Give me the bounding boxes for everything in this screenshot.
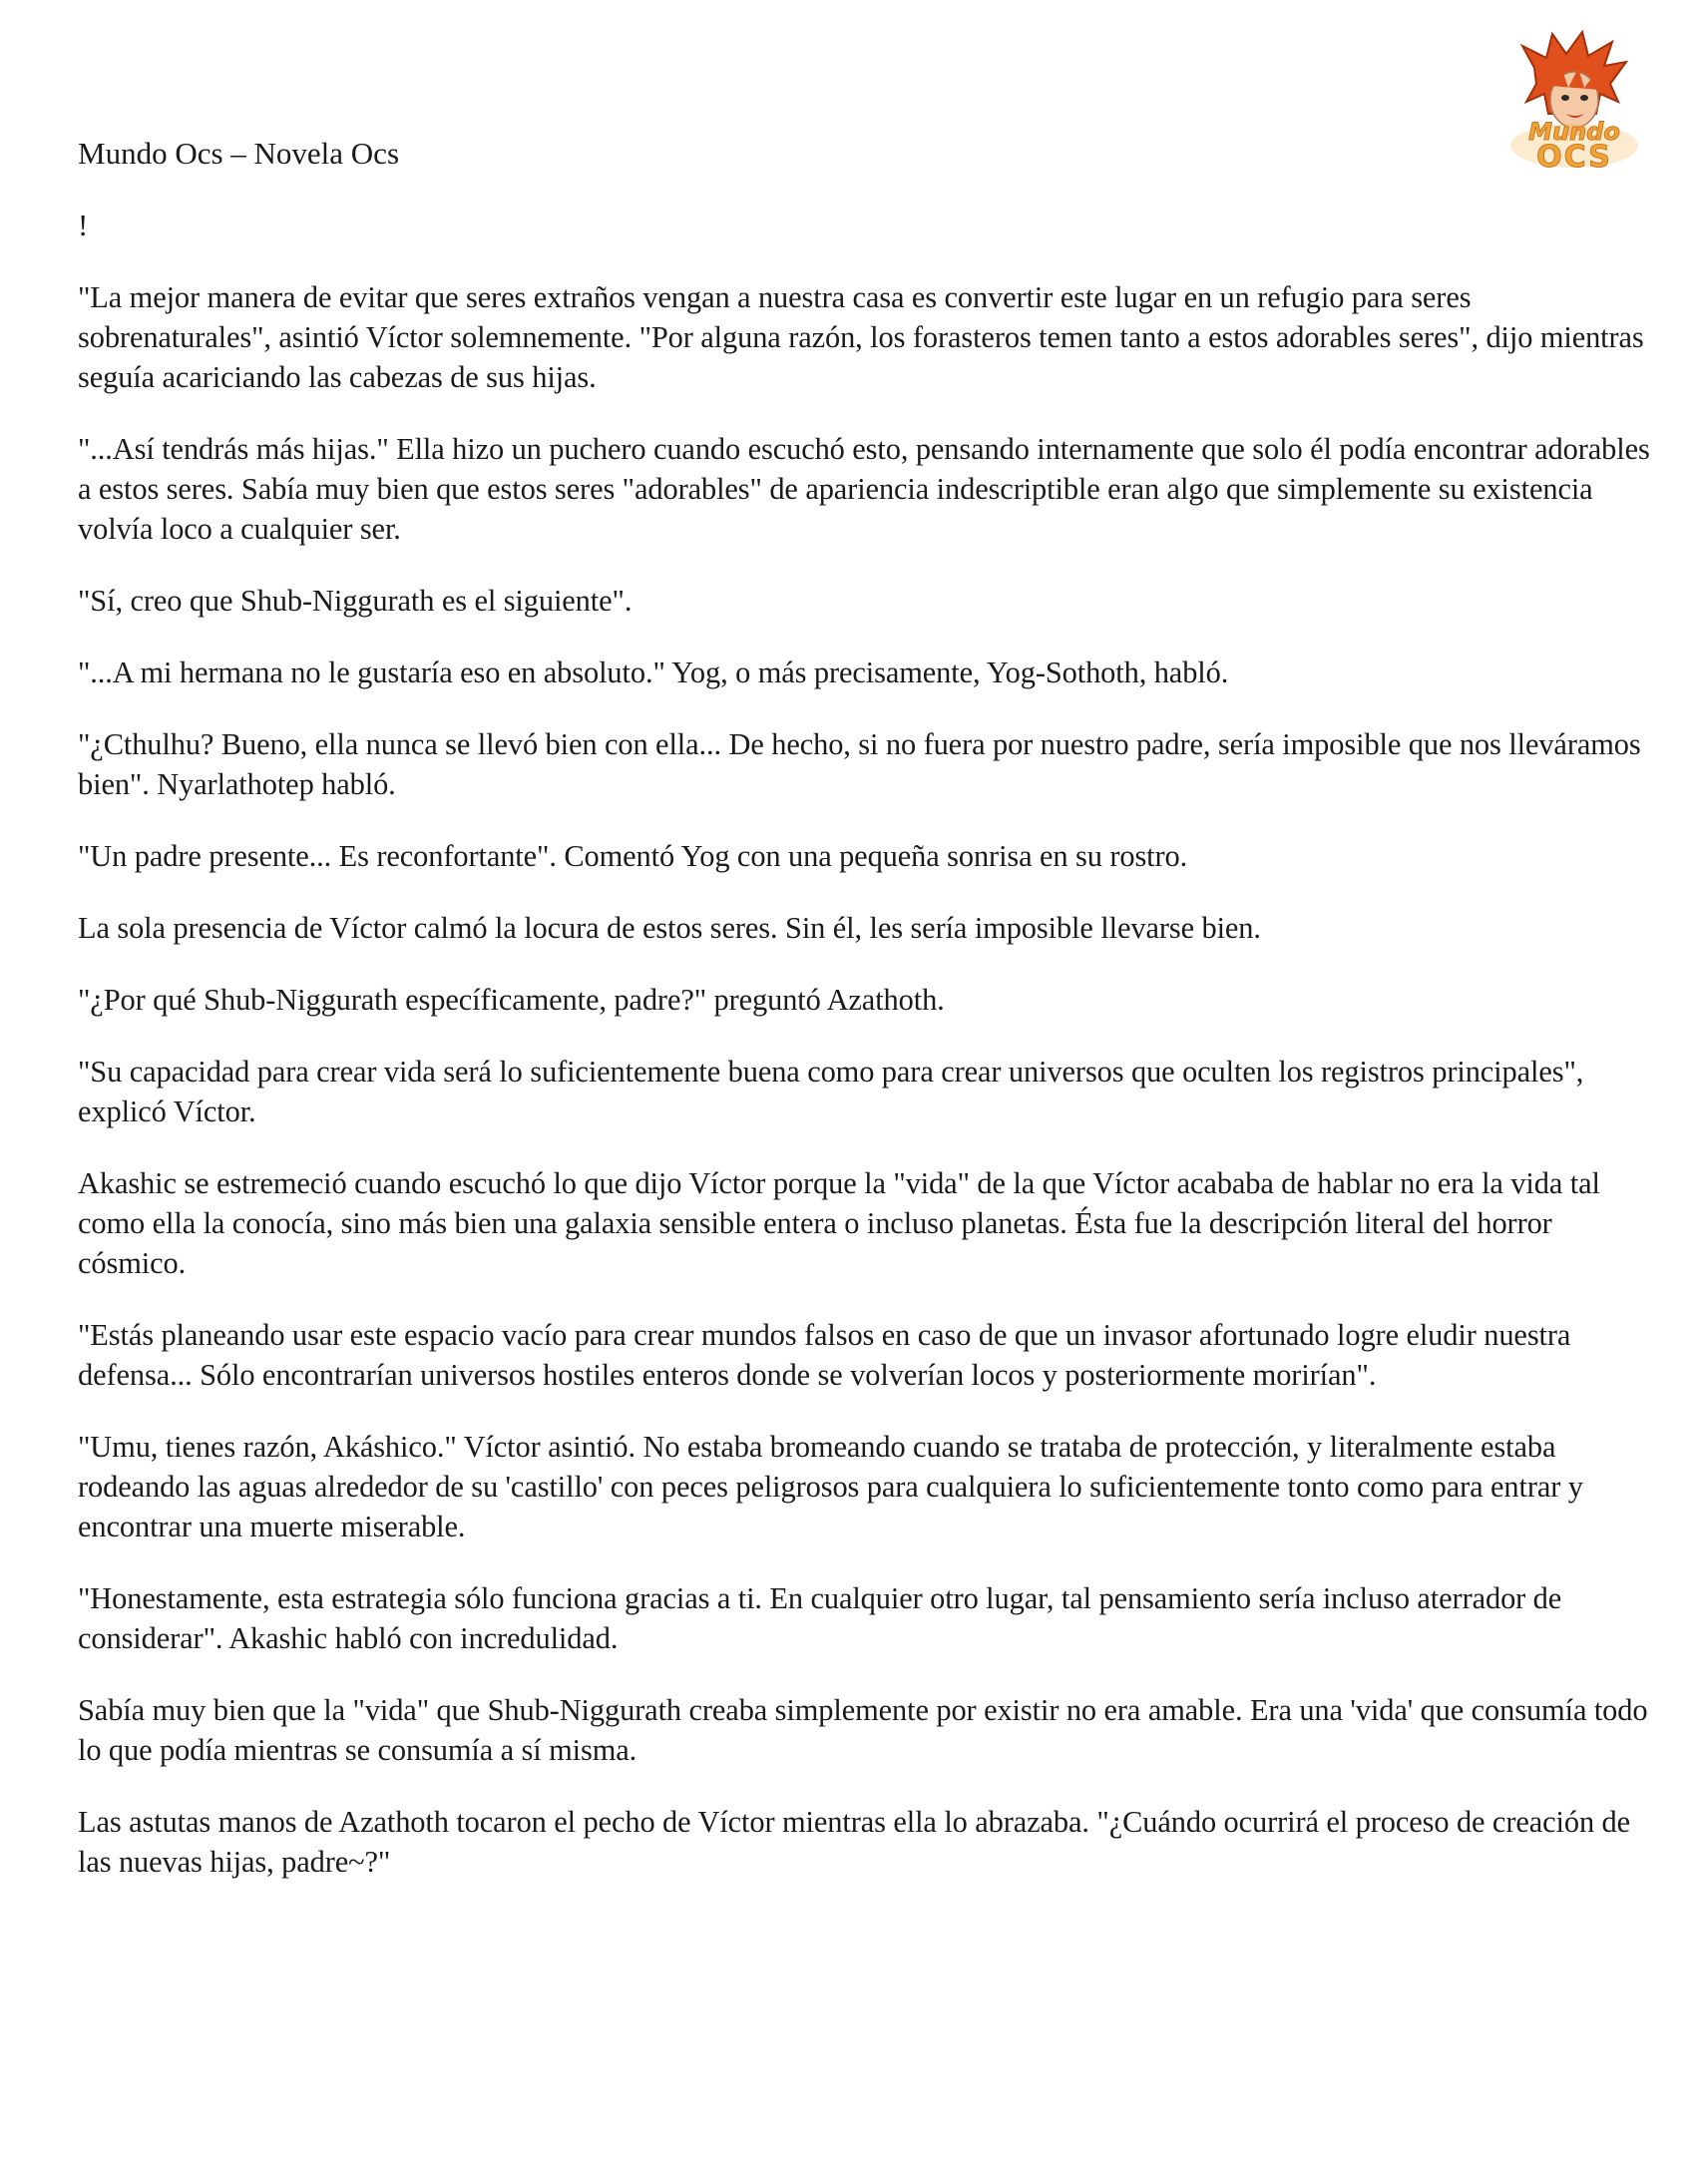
mundo-ocs-logo xyxy=(1504,28,1644,178)
paragraph: "Su capacidad para crear vida será lo suficientemente buena como para crear universos que oculten los registros principales", explicó Víctor. xyxy=(78,1055,1584,1128)
paragraph: "¿Cthulhu? Bueno, ella nunca se llevó bien con ella... De hecho, si no fuera por nuestro padre, sería imposible que nos lleváramos bien". Nyarlathotep habló. xyxy=(78,727,1641,801)
document-header: Mundo Ocs – Novela Ocs xyxy=(78,136,400,171)
logo-text xyxy=(1510,118,1638,175)
paragraph: Akashic se estremeció cuando escuchó lo que dijo Víctor porque la "vida" de la que Víctor acababa de hablar no era la vida tal como ella la conocía, sino más bien una galaxia sensible entera o incluso planetas. Ésta fue la descripción literal del horror cósmico. xyxy=(78,1166,1600,1280)
paragraph: Las astutas manos de Azathoth tocaron el pecho de Víctor mientras ella lo abrazaba. "¿Cuándo ocurrirá el proceso de creación de las nuevas hijas, padre~?" xyxy=(78,1805,1631,1879)
paragraph: "...A mi hermana no le gustaría eso en absoluto." Yog, o más precisamente, Yog-Sothoth, habló. xyxy=(78,655,1229,689)
paragraph: "Un padre presente... Es reconfortante". Comentó Yog con una pequeña sonrisa en su rostro. xyxy=(78,839,1188,873)
paragraph: "...Así tendrás más hijas." Ella hizo un puchero cuando escuchó esto, pensando internamente que solo él podía encontrar adorables a estos seres. Sabía muy bien que estos seres "adorables" de apariencia indescriptible eran algo que simplemente su existencia volvía loco a cualquier ser. xyxy=(78,432,1650,546)
logo-text-bottom: OCS xyxy=(1536,140,1612,175)
logo-text-top: Mundo xyxy=(1528,118,1620,146)
paragraph: "Umu, tienes razón, Akáshico." Víctor asintió. No estaba bromeando cuando se trataba de protección, y literalmente estaba rodeando las aguas alrededor de su 'castillo' con peces peligrosos para cualquiera lo suficientemente tonto como para entrar y encontrar una muerte miserable. xyxy=(78,1430,1583,1543)
paragraph: Sabía muy bien que la "vida" que Shub-Niggurath creaba simplemente por existir no era amable. Era una 'vida' que consumía todo lo que podía mientras se consumía a sí misma. xyxy=(78,1693,1648,1767)
paragraph: "Estás planeando usar este espacio vacío para crear mundos falsos en caso de que un invasor afortunado logre eludir nuestra defensa... Sólo encontrarían universos hostiles enteros donde se volverían locos y posteriormente morirían". xyxy=(78,1318,1571,1392)
separator-mark: ! xyxy=(78,208,89,242)
document-body xyxy=(78,277,1654,1914)
paragraph: "La mejor manera de evitar que seres extraños vengan a nuestra casa es convertir este lugar en un refugio para seres sobrenaturales", asintió Víctor solemnemente. "Por alguna razón, los forasteros temen tanto a estos adorables seres", dijo mientras seguía acariciando las cabezas de sus hijas. xyxy=(78,280,1644,394)
paragraph: La sola presencia de Víctor calmó la locura de estos seres. Sin él, les sería imposible llevarse bien. xyxy=(78,911,1261,945)
paragraph: "Honestamente, esta estrategia sólo funciona gracias a ti. En cualquier otro lugar, tal pensamiento sería incluso aterrador de considerar". Akashic habló con incredulidad. xyxy=(78,1581,1562,1655)
paragraph: "¿Por qué Shub-Niggurath específicamente, padre?" preguntó Azathoth. xyxy=(78,983,945,1017)
paragraph: "Sí, creo que Shub-Niggurath es el siguiente". xyxy=(78,584,633,618)
